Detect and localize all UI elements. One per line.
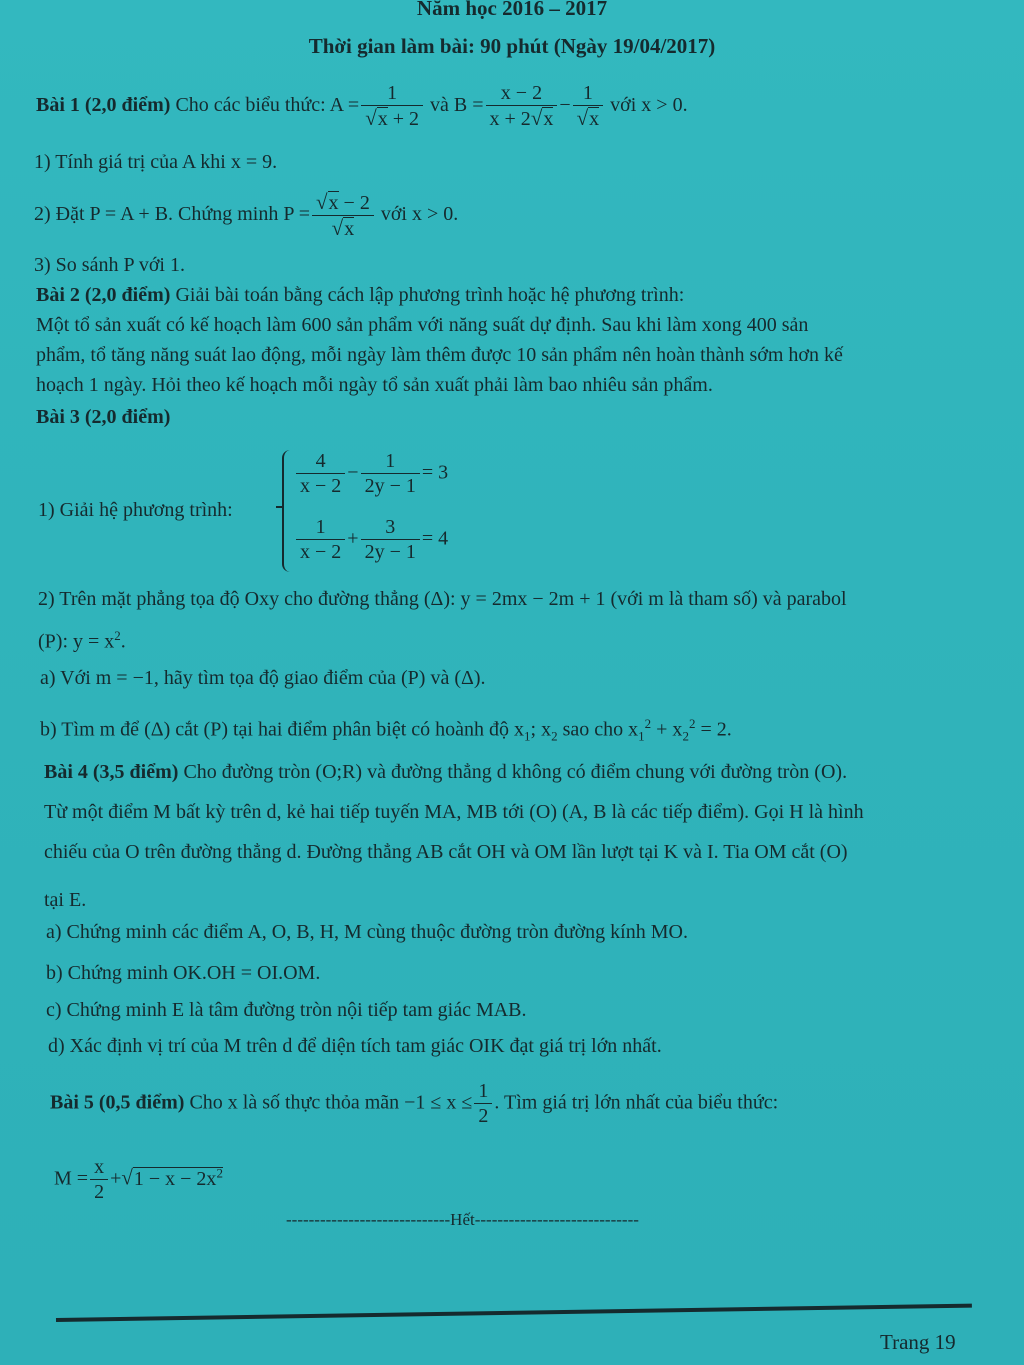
- bai1-A-lhs: A =: [329, 94, 360, 117]
- bai3-title: Bài 3 (2,0 điểm): [36, 406, 171, 428]
- bai4-line4: tại E.: [44, 889, 87, 911]
- bai2-intro: Giải bài toán bằng cách lập phương trình hoặc hệ phương trình:: [175, 284, 685, 306]
- bai5-expression: M = $\frac{x}{2}$ $+√1 - x - 2x^2$: [54, 1156, 223, 1203]
- bai2-title: Bài 2 (2,0 điểm): [36, 284, 171, 306]
- bai5-half: $\frac{1}{2}$: [474, 1080, 492, 1128]
- exam-time: Thời gian làm bài: 90 phút (Ngày 19/04/2017): [308, 34, 716, 58]
- bai1-va: và: [430, 94, 449, 117]
- bai5-statement: Bài 5 (0,5 điểm) Cho x là số thực thỏa mãn −1 ≤ x ≤ $\frac{1}{2}$ . Tìm giá trị lớn nhất của biểu thức:: [50, 1080, 779, 1127]
- bai2-line2: phẩm, tổ tăng năng suát lao động, mỗi ngày làm thêm được 10 sản phẩm nên hoàn thành sớm hơn kế: [36, 344, 843, 366]
- bai1-q1: 1) Tính giá trị của A khi x = 9.: [34, 151, 278, 173]
- bai2-line3: hoạch 1 ngày. Hỏi theo kế hoạch mỗi ngày tổ sản xuất phải làm bao nhiêu sản phẩm.: [36, 374, 713, 396]
- system-eq1: $\frac{4}{x - 2}$ − $\frac{1}{2y - 1}$ = 3: [294, 450, 448, 498]
- bai4-line3: chiếu của O trên đường thẳng d. Đường thẳng AB cắt OH và OM lần lượt tại K và I. Tia OM cắt (O): [44, 841, 848, 863]
- school-year: Năm học 2016 – 2017: [416, 0, 608, 20]
- bai1-intro: Cho các biểu thức:: [175, 94, 326, 117]
- bai3-qa: a) Với m = −1, hãy tìm tọa độ giao điểm của (P) và (Δ).: [40, 667, 486, 689]
- bai1-q3: 3) So sánh P với 1.: [34, 254, 185, 276]
- system-brace: [282, 450, 294, 572]
- bai3-qb: b) Tìm m để (Δ) cắt (P) tại hai điểm phân biệt có hoành độ $x_1$; $x_2$ sao cho $x_1^2 + x_2^2 = 2$.: [40, 716, 732, 744]
- bai4-qc: c) Chứng minh E là tâm đường tròn nội tiếp tam giác MAB.: [46, 999, 527, 1021]
- bai4-line2: Từ một điểm M bất kỳ trên d, kẻ hai tiếp tuyến MA, MB tới (O) (A, B là các tiếp điểm). Gọi H là hình: [44, 801, 864, 823]
- bai3-q2-line1: 2) Trên mặt phẳng tọa độ Oxy cho đường thẳng (Δ): y = 2mx − 2m + 1 (với m là tham số) và parabol: [38, 588, 847, 610]
- equation-system: [282, 446, 472, 576]
- bai1-A-fraction: $\frac{1}{√x + 2}$: [361, 82, 423, 131]
- bai4-qa: a) Chứng minh các điểm A, O, B, H, M cùng thuộc đường tròn đường kính MO.: [46, 921, 688, 943]
- end-marker: -----------------------------Hết-----------------------------: [286, 1210, 639, 1229]
- bai1-B-fraction1: $\frac{x - 2}{x + 2√x}$: [486, 82, 558, 131]
- bai4-title: Bài 4 (3,5 điểm): [44, 761, 179, 783]
- bai1-title: Bài 1 (2,0 điểm): [36, 94, 171, 117]
- system-eq2: $\frac{1}{x - 2}$ + $\frac{3}{2y - 1}$ = 4: [294, 516, 448, 564]
- bai4-line1: Bài 4 (3,5 điểm) Cho đường tròn (O;R) và đường thẳng d không có điểm chung với đường tròn (O).: [44, 761, 848, 783]
- bai3-q2-line2: (P): $y = x^2$.: [38, 628, 126, 653]
- bai2-heading: [36, 283, 684, 307]
- bai4-qd: d) Xác định vị trí của M trên d để diện tích tam giác OIK đạt giá trị lớn nhất.: [48, 1035, 662, 1057]
- footer-rule: [56, 1304, 972, 1322]
- bai3-q1: 1) Giải hệ phương trình:: [38, 499, 233, 521]
- bai1-P-fraction: $\frac{√x - 2}{√x}$: [312, 190, 374, 241]
- bai4-qb: b) Chứng minh OK.OH = OI.OM.: [46, 962, 321, 984]
- bai2-line1: Một tổ sản xuất có kế hoạch làm 600 sản phẩm với năng suất dự định. Sau khi làm xong 400 sản: [36, 314, 809, 336]
- page-number: Trang 19: [880, 1330, 956, 1354]
- bai1-B-fraction2: $\frac{1}{√x}$: [573, 82, 604, 131]
- bai5-title: Bài 5 (0,5 điểm): [50, 1091, 185, 1114]
- bai1-B-lhs: B =: [453, 94, 484, 117]
- bai1-statement: Bài 1 (2,0 điểm) Cho các biểu thức: A = $\frac{1}{√x + 2}$ và B = $\frac{x - 2}{x + 2√x}$ − $\frac{1}{√x}$ với x > 0.: [36, 82, 688, 130]
- bai1-cond: với x > 0.: [610, 94, 688, 117]
- bai1-q2: 2) Đặt P = A + B. Chứng minh P = $\frac{√x - 2}{√x}$ với x > 0.: [34, 190, 459, 240]
